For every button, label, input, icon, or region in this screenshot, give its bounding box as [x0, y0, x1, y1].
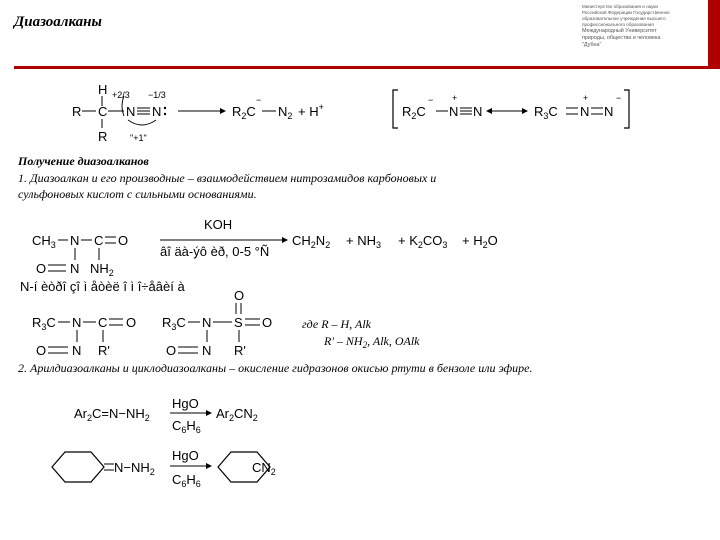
- resonance-structures: [393, 90, 629, 128]
- a-o: O: [126, 315, 137, 330]
- res-right-n2-charge: −: [616, 93, 622, 103]
- logo-line: Министерство образования и науки: [582, 4, 658, 9]
- solvent-benzene: $C_6H_6$: [172, 472, 201, 489]
- arrow-head: [282, 237, 288, 243]
- arrow-head: [206, 463, 212, 469]
- r-bottom: R: [98, 129, 108, 144]
- nitrosamide-structures: [32, 288, 420, 358]
- nitroso-o: O: [36, 261, 47, 276]
- product-n2: $N_2$: [278, 104, 293, 121]
- reagent-hgo: HgO: [172, 448, 199, 463]
- electron-arrow: [128, 120, 156, 125]
- n1-atom: N: [126, 104, 136, 119]
- logo-line: природы, общества и человека: [582, 35, 661, 41]
- reagent-hgo: HgO: [172, 396, 199, 411]
- where-r: где R – H, Alk: [302, 317, 371, 331]
- arrow-head: [486, 108, 492, 114]
- c-atom: C: [98, 104, 108, 119]
- mechanism-scheme: [72, 82, 324, 144]
- partial-charge-right: −1/3: [148, 90, 166, 100]
- a-c: C: [98, 315, 108, 330]
- b-rprime: R': [234, 343, 246, 358]
- a-nitroso-n: N: [72, 343, 82, 358]
- garbled-caption: N-í èòðî çî ì åòèë î ì î÷åâèí à: [20, 279, 185, 294]
- b-nitroso-o: O: [166, 343, 177, 358]
- b-nitroso-n: N: [202, 343, 212, 358]
- logo-line: "Дубна": [582, 42, 602, 48]
- n2-atom: N: [152, 104, 162, 119]
- res-left-n1-charge: +: [452, 93, 458, 103]
- partial-charge-left: +2/3: [112, 90, 130, 100]
- section-heading: Получение диазоалканов: [18, 154, 149, 168]
- res-right-n2: N: [604, 104, 614, 119]
- res-left-r2c: $R_2C$: [402, 104, 426, 121]
- arrow-head: [206, 410, 212, 416]
- logo-line: профессионального образования: [582, 22, 654, 27]
- proton: + H+: [298, 102, 324, 119]
- a-n: N: [72, 315, 82, 330]
- b-o-top: O: [234, 288, 245, 303]
- arrow-head: [220, 108, 226, 114]
- a-nitroso-o: O: [36, 343, 47, 358]
- logo-line: Российской Федерации Государственное: [582, 10, 670, 15]
- item1-line1: 1. Диазоалкан и его производные – взаимодействием нитрозамидов карбоновых и: [18, 171, 437, 185]
- item1-line2: сульфоновых кислот с сильными основаниями.: [18, 187, 257, 201]
- nh2-group: $NH_2$: [90, 261, 114, 278]
- item2-text: 2. Арилдиазоалканы и циклодиазоалканы – окисление гидразонов окисью ртути в бензоле или эфире.: [18, 361, 533, 375]
- ch3-group: $CH_3$: [32, 233, 56, 250]
- res-right-r3c: $R_3C$: [534, 104, 558, 121]
- res-left-n1: N: [449, 104, 459, 119]
- res-right-n1-charge: +: [583, 93, 589, 103]
- n-atom: N: [70, 233, 80, 248]
- cyclic-diazo: $CN_2$: [252, 460, 276, 477]
- ammonia: + $NH_3$: [346, 233, 381, 250]
- b-r3c: $R_3C$: [162, 315, 186, 332]
- product-r: $R_2C$: [232, 104, 256, 121]
- res-left-n2: N: [473, 104, 483, 119]
- water: + $H_2O$: [462, 233, 498, 250]
- diazomethane: $CH_2N_2$: [292, 233, 331, 250]
- reaction-2: [74, 396, 258, 435]
- slide-title: Диазоалканы: [14, 14, 102, 30]
- b-o-right: O: [262, 315, 273, 330]
- lone-pair: [164, 113, 166, 115]
- right-bracket: [624, 90, 629, 128]
- a-rprime: R': [98, 343, 110, 358]
- b-n: N: [202, 315, 212, 330]
- aryl-diazoalkane: $Ar_2CN_2$: [216, 406, 258, 423]
- charge-plus1: "+1": [130, 133, 147, 143]
- reagent-koh: KOH: [204, 217, 233, 232]
- r-left: R: [72, 104, 82, 119]
- where-rprime: R' – $NH_2$, Alk, OAlk: [324, 334, 420, 350]
- carbanion-charge: −: [256, 95, 262, 105]
- res-left-charge: −: [428, 95, 434, 105]
- c-atom: C: [94, 233, 104, 248]
- lone-pair: [164, 107, 166, 109]
- cyclohexane-ring: [52, 452, 104, 482]
- hydrazone: $Ar_2C=N-NH_2$: [74, 406, 150, 423]
- reagent-conditions: âî äà-ýô èð, 0-5 °Ñ: [160, 244, 270, 259]
- left-bracket: [393, 90, 398, 128]
- cyclic-hydrazone: $N-NH_2$: [114, 460, 155, 477]
- h-atom: H: [98, 82, 108, 97]
- arrow-head: [522, 108, 528, 114]
- logo-line: Международный Университет: [582, 28, 657, 34]
- solvent-benzene: $C_6H_6$: [172, 418, 201, 435]
- logo-line: образовательное учреждение высшего: [582, 16, 666, 21]
- reaction-3: [52, 448, 276, 489]
- potassium-carbonate: + $K_2CO_3$: [398, 233, 448, 250]
- a-r3c: $R_3C$: [32, 315, 56, 332]
- nitroso-n: N: [70, 261, 80, 276]
- res-right-n1: N: [580, 104, 590, 119]
- b-s: S: [234, 315, 243, 330]
- o-atom: O: [118, 233, 129, 248]
- reaction-1: [20, 217, 498, 294]
